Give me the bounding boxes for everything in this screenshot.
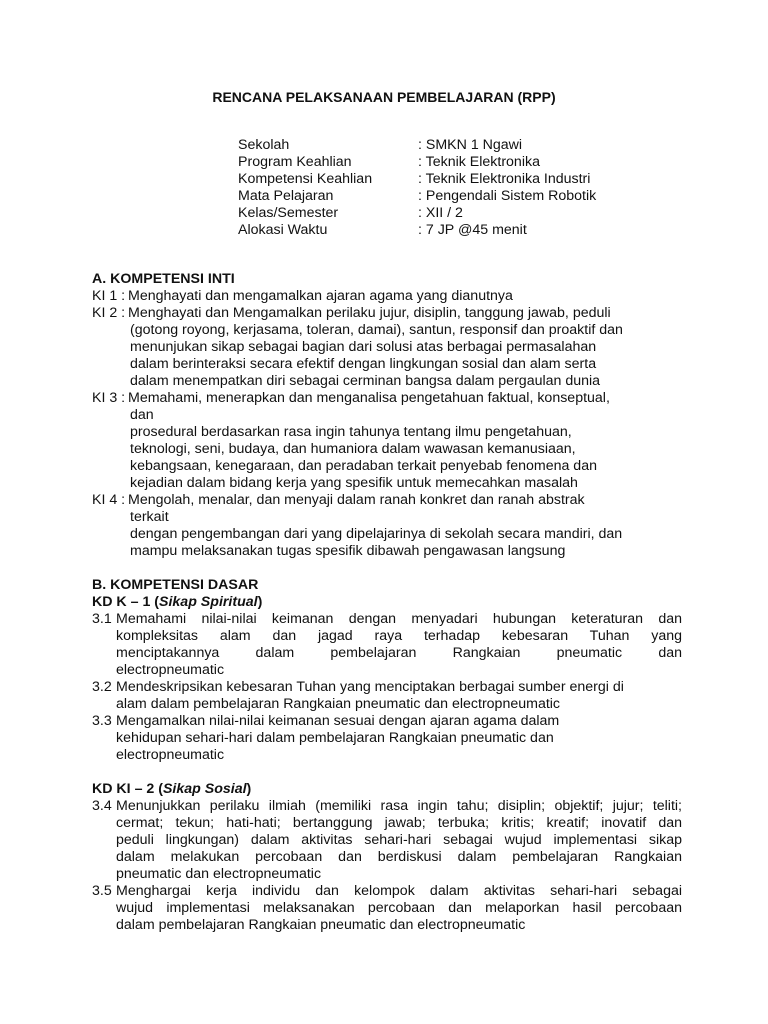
kd-item <box>92 798 682 883</box>
ki-line: menunjukan sikap sebagai bagian dari solusi atas berbagai permasalahan <box>130 339 597 355</box>
meta-value: : SMKN 1 Ngawi <box>418 137 523 153</box>
kd-line: electropneumatic <box>116 662 225 678</box>
meta-value: : XII / 2 <box>418 205 463 221</box>
ki-text <box>128 288 682 305</box>
meta-row <box>238 137 596 154</box>
ki-line: (gotong royong, kerjasama, toleran, damai), santun, responsif dan proaktif dan <box>130 322 623 338</box>
kd-heading-prefix: KD K – 1 ( <box>92 594 160 610</box>
ki-item <box>92 492 682 560</box>
kd-item <box>92 611 682 679</box>
kd-line: Memahami nilai-nilai keimanan dengan menyadari hubungan keteraturan dan <box>116 611 682 627</box>
ki-text <box>128 492 682 560</box>
kd-heading-prefix: KD KI – 2 ( <box>92 781 163 797</box>
kd-line: dalam melakukan percobaan dan berdiskusi dalam pembelajaran Rangkaian <box>116 849 682 865</box>
kd-number: 3.5 <box>92 883 112 899</box>
kd-heading-suffix: ) <box>246 781 252 797</box>
meta-label: Mata Pelajaran <box>238 188 334 204</box>
meta-row <box>238 154 596 171</box>
meta-value: : 7 JP @45 menit <box>418 222 527 238</box>
kd-heading-italic: Sikap Spiritual <box>159 594 258 610</box>
meta-row <box>238 188 596 205</box>
kd-line: kompleksitas alam dan jagad raya terhadap kebesaran Tuhan yang <box>116 628 682 644</box>
kd-line: Mendeskripsikan kebesaran Tuhan yang menciptakan berbagai sumber energi di <box>116 679 624 695</box>
kd-line: alam dalam pembelajaran Rangkaian pneumatic dan electropneumatic <box>116 696 561 712</box>
ki-label: KI 4 : <box>92 492 126 508</box>
document-title: RENCANA PELAKSANAAN PEMBELAJARAN (RPP) <box>212 89 556 105</box>
ki-item <box>92 288 682 305</box>
kd-line: Menunjukkan perilaku ilmiah (memiliki rasa ingin tahu; disiplin; objektif; jujur; teliti; <box>116 798 682 814</box>
ki-line: Menghayati dan Mengamalkan perilaku jujur, disiplin, tanggung jawab, peduli <box>128 305 611 321</box>
ki-line: kejadian dalam bidang kerja yang spesifik untuk memecahkan masalah <box>130 475 578 491</box>
kd-text <box>116 713 682 764</box>
kd-number: 3.3 <box>92 713 112 729</box>
kd-text <box>116 798 682 883</box>
identity-block <box>238 137 596 239</box>
kd-line: Menghargai kerja individu dan kelompok dalam aktivitas sehari-hari sebagai <box>116 883 682 899</box>
ki-line: Mengolah, menalar, dan menyaji dalam ranah konkret dan ranah abstrak <box>128 492 585 508</box>
kd-item <box>92 883 682 934</box>
kd-line: pneumatic dan electropneumatic <box>116 866 322 882</box>
section-a-heading: A. KOMPETENSI INTI <box>92 271 235 287</box>
ki-line: dan <box>130 407 154 423</box>
spacer <box>92 560 682 577</box>
kd-heading-suffix: ) <box>257 594 263 610</box>
ki-item <box>92 390 682 492</box>
ki-line: prosedural berdasarkan rasa ingin tahunya tentang ilmu pengetahuan, <box>130 424 572 440</box>
kd-heading-italic: Sikap Sosial <box>162 781 247 797</box>
kd-item <box>92 679 682 713</box>
meta-label: Sekolah <box>238 137 290 153</box>
spacer <box>92 764 682 781</box>
meta-row <box>238 205 596 222</box>
section-b-heading: B. KOMPETENSI DASAR <box>92 577 259 593</box>
kd-item <box>92 713 682 764</box>
kd-number: 3.1 <box>92 611 112 627</box>
kd-text <box>116 883 682 934</box>
ki-text <box>128 305 682 390</box>
meta-label: Program Keahlian <box>238 154 352 170</box>
document-body <box>92 271 682 934</box>
kd-number: 3.2 <box>92 679 112 695</box>
kd-line: dalam pembelajaran Rangkaian pneumatic dan electropneumatic <box>116 917 526 933</box>
ki-label: KI 1 : <box>92 288 126 304</box>
kd-group-heading <box>92 781 682 798</box>
kd-line: electropneumatic <box>116 747 225 763</box>
meta-value: : Teknik Elektronika Industri <box>418 171 591 187</box>
ki-line: Memahami, menerapkan dan menganalisa pengetahuan faktual, konseptual, <box>128 390 610 406</box>
kd-line: menciptakannya dalam pembelajaran Rangkaian pneumatic dan <box>116 645 682 661</box>
meta-label: Kompetensi Keahlian <box>238 171 373 187</box>
ki-line: teknologi, seni, budaya, dan humaniora dalam wawasan kemanusiaan, <box>130 441 576 457</box>
meta-label: Alokasi Waktu <box>238 222 328 238</box>
kd-line: peduli lingkungan) dalam aktivitas sehari-hari sebagai wujud implementasi sikap <box>116 832 682 848</box>
kd-text <box>116 679 682 713</box>
ki-line: kebangsaan, kenegaraan, dan peradaban terkait penyebab fenomena dan <box>130 458 597 474</box>
kd-number: 3.4 <box>92 798 112 814</box>
ki-line: dalam berinteraksi secara efektif dengan lingkungan sosial dan alam serta <box>130 356 597 372</box>
ki-item <box>92 305 682 390</box>
kd-line: wujud implementasi melaksanakan percobaan dan melaporkan hasil percobaan <box>116 900 682 916</box>
meta-value: : Pengendali Sistem Robotik <box>418 188 597 204</box>
kd-line: kehidupan sehari-hari dalam pembelajaran Rangkaian pneumatic dan <box>116 730 554 746</box>
ki-line: terkait <box>130 509 169 525</box>
ki-line: dalam menempatkan diri sebagai cerminan bangsa dalam pergaulan dunia <box>130 373 601 389</box>
kd-group-heading <box>92 594 682 611</box>
ki-line: mampu melaksanakan tugas spesifik dibawah pengawasan langsung <box>130 543 566 559</box>
meta-label: Kelas/Semester <box>238 205 339 221</box>
ki-line: dengan pengembangan dari yang dipelajarinya di sekolah secara mandiri, dan <box>130 526 623 542</box>
ki-text <box>128 390 682 492</box>
kd-line: cermat; tekun; hati-hati; bertanggung jawab; terbuka; kritis; kreatif; inovatif dan <box>116 815 682 831</box>
ki-line: Menghayati dan mengamalkan ajaran agama yang dianutnya <box>128 288 513 304</box>
kd-text <box>116 611 682 679</box>
meta-row <box>238 222 596 239</box>
meta-row <box>238 171 596 188</box>
ki-label: KI 2 : <box>92 305 126 321</box>
kd-line: Mengamalkan nilai-nilai keimanan sesuai dengan ajaran agama dalam <box>116 713 560 729</box>
ki-label: KI 3 : <box>92 390 126 406</box>
meta-value: : Teknik Elektronika <box>418 154 540 170</box>
